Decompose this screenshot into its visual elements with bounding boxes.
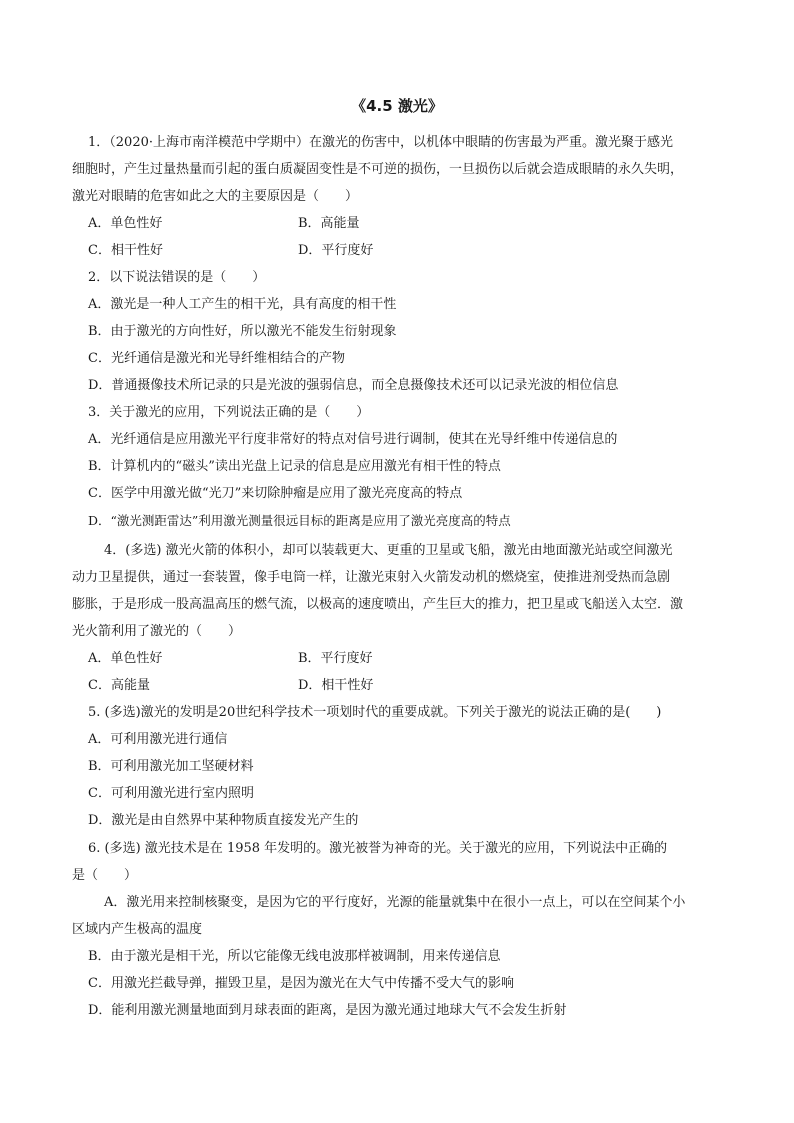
q3-stem: 3．关于激光的应用，下列说法正确的是（ ） [88,405,370,420]
q4-stem-line-4: 光火箭利用了激光的（ ） [72,624,242,639]
q5-option-c: C．可利用激光进行室内照明 [88,786,254,801]
q4-stem-line-2: 动力卫星提供，通过一套装置，像手电筒一样，让激光束射入火箭发动机的燃烧室，使推进剂受热而急剧 [72,570,671,585]
q1-option-b: B．高能量 [298,216,360,231]
q5-option-a: A．可利用激光进行通信 [88,732,228,747]
q6-option-d: D．能利用激光测量地面到月球表面的距离，是因为激光通过地球大气不会发生折射 [88,1003,567,1018]
q6-option-a-line-2: 区域内产生极高的温度 [72,922,203,937]
q2-stem: 2．以下说法错误的是（ ） [88,270,266,285]
q3-option-b: B．计算机内的“磁头”读出光盘上记录的信息是应用激光有相干性的特点 [88,459,501,474]
q6-option-a-line-1: A．激光用来控制核聚变，是因为它的平行度好，光源的能量就集中在很小一点上，可以在空间某个小 [104,895,686,910]
q6-stem-line-1: 6. (多选) 激光技术是在 1958 年发明的。激光被誉为神奇的光。关于激光的应用，下列说法中正确的 [88,841,668,856]
q4-stem-line-3: 膨胀，于是形成一股高温高压的燃气流，以极高的速度喷出，产生巨大的推力，把卫星或飞船送入太空．激 [72,597,684,612]
q6-option-b: B．由于激光是相干光，所以它能像无线电波那样被调制，用来传递信息 [88,949,501,964]
q3-option-c: C．医学中用激光做“光刀”来切除肿瘤是应用了激光亮度高的特点 [88,486,463,501]
q1-option-a: A．单色性好 [88,216,163,231]
q3-option-a: A．光纤通信是应用激光平行度非常好的特点对信号进行调制，使其在光导纤维中传递信息的 [88,432,618,447]
q4-option-c: C．高能量 [88,678,150,693]
q5-stem: 5. (多选)激光的发明是20世纪科学技术一项划时代的重要成就。下列关于激光的说法正确的是( ) [88,705,662,720]
q2-option-b: B．由于激光的方向性好，所以激光不能发生衍射现象 [88,324,397,339]
q5-option-d: D．激光是由自然界中某种物质直接发光产生的 [88,813,359,828]
q1-stem-line-3: 激光对眼睛的危害如此之大的主要原因是（ ） [72,189,359,204]
q4-option-d: D．相干性好 [298,678,374,693]
q1-option-d: D．平行度好 [298,243,374,258]
q4-option-a: A．单色性好 [88,651,163,666]
q2-option-c: C．光纤通信是激光和光导纤维相结合的产物 [88,351,345,366]
q2-option-d: D．普通摄像技术所记录的只是光波的强弱信息，而全息摄像技术还可以记录光波的相位信息 [88,378,619,393]
q6-option-c: C．用激光拦截导弹，摧毁卫星，是因为激光在大气中传播不受大气的影响 [88,976,514,991]
q1-stem-line-2: 细胞时，产生过量热量而引起的蛋白质凝固变性是不可逆的损伤，一旦损伤以后就会造成眼睛的永久失明， [72,162,684,177]
q3-option-d: D．“激光测距雷达”利用激光测量很远目标的距离是应用了激光亮度高的特点 [88,513,511,528]
q5-option-b: B．可利用激光加工坚硬材料 [88,759,254,774]
page-title: 《4.5 激光》 [351,97,443,115]
q6-stem-line-2: 是（ ） [72,868,138,883]
q1-stem-line-1: 1．（2020·上海市南洋模范中学期中）在激光的伤害中，以机体中眼睛的伤害最为严重。激光聚于感光 [88,135,673,150]
q4-stem-line-1: 4．(多选) 激光火箭的体积小，却可以装载更大、更重的卫星或飞船，激光由地面激光站或空间激光 [104,543,673,558]
q2-option-a: A．激光是一种人工产生的相干光，具有高度的相干性 [88,297,397,312]
q1-option-c: C．相干性好 [88,243,163,258]
q4-option-b: B．平行度好 [298,651,373,666]
